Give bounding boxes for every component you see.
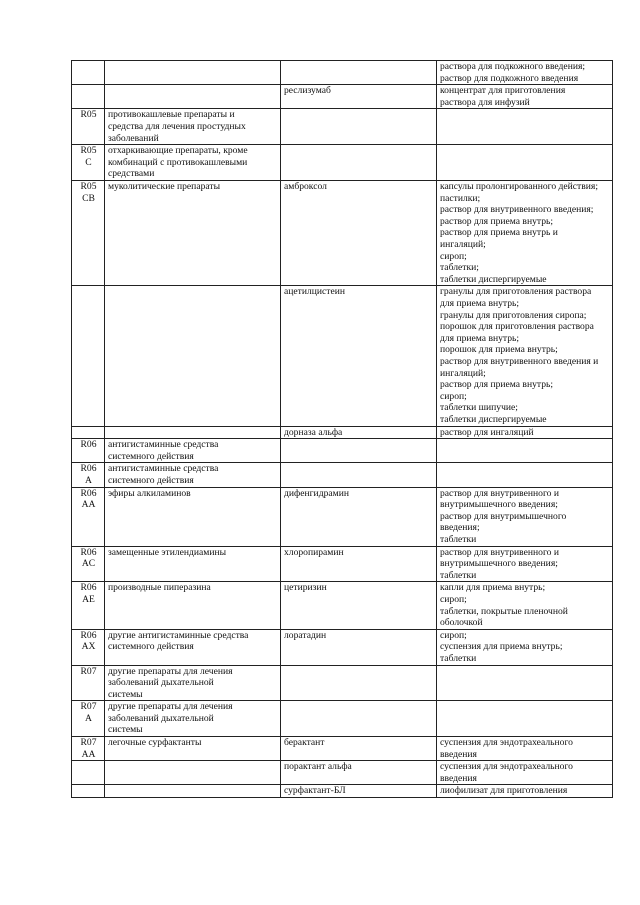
drug-name-cell	[281, 582, 437, 629]
dosage-forms-line: оболочкой	[440, 617, 483, 629]
atc-code-cell	[72, 665, 105, 701]
drug-name-cell	[281, 487, 437, 546]
table-row	[72, 665, 613, 701]
drug-name-line: ацетилцистеин	[284, 286, 346, 298]
dosage-forms-line: таблетки	[440, 569, 477, 581]
group-name-cell	[105, 61, 281, 85]
group-name-cell	[105, 629, 281, 665]
dosage-forms-line: концентрат для приготовления	[440, 85, 566, 97]
drug-name-line: хлоропирамин	[284, 546, 344, 558]
drug-name-cell	[281, 463, 437, 487]
atc-code-line: R05	[80, 145, 97, 157]
dosage-forms-cell	[437, 61, 613, 85]
group-name-cell	[105, 109, 281, 145]
atc-code-line: R05	[80, 180, 97, 192]
dosage-forms-line: раствор для приема внутрь;	[440, 379, 554, 391]
drug-name-cell	[281, 785, 437, 798]
dosage-forms-line: раствор для внутривенного и	[440, 487, 559, 499]
dosage-forms-cell	[437, 286, 613, 426]
table-row	[72, 761, 613, 785]
group-name-line: заболеваний дыхательной	[108, 712, 214, 724]
atc-code-line: R07	[80, 701, 97, 713]
dosage-forms-cell	[437, 701, 613, 737]
atc-code-line: R07	[80, 665, 97, 677]
group-name-cell	[105, 785, 281, 798]
atc-code-line: A	[85, 712, 92, 724]
group-name-cell	[105, 701, 281, 737]
atc-code-line: R06	[80, 463, 97, 475]
drug-name-cell	[281, 426, 437, 439]
atc-code-cell	[72, 61, 105, 85]
dosage-forms-cell	[437, 180, 613, 285]
group-name-line: другие препараты для лечения	[108, 701, 233, 713]
table-row	[72, 426, 613, 439]
atc-code-cell	[72, 286, 105, 426]
drug-name-cell	[281, 145, 437, 181]
dosage-forms-cell	[437, 439, 613, 463]
group-name-line: комбинаций с противокашлевыми	[108, 156, 248, 168]
group-name-cell	[105, 463, 281, 487]
table-row	[72, 701, 613, 737]
dosage-forms-cell	[437, 85, 613, 109]
atc-code-cell	[72, 463, 105, 487]
dosage-forms-line: раствор для внутривенного введения и	[440, 355, 599, 367]
dosage-forms-line: раствор для приема внутрь и	[440, 227, 558, 239]
atc-code-line: CB	[82, 192, 95, 204]
dosage-forms-line: ингаляций;	[440, 367, 486, 379]
atc-code-line: R07	[80, 737, 97, 749]
atc-code-cell	[72, 546, 105, 582]
drug-name-cell	[281, 546, 437, 582]
group-name-line: другие антигистаминные средства	[108, 629, 249, 641]
atc-code-cell	[72, 582, 105, 629]
dosage-forms-line: суспензия для приема внутрь;	[440, 641, 563, 653]
dosage-forms-cell	[437, 145, 613, 181]
group-name-cell	[105, 546, 281, 582]
dosage-forms-cell	[437, 785, 613, 798]
group-name-cell	[105, 737, 281, 761]
dosage-forms-line: таблетки	[440, 533, 477, 545]
dosage-forms-line: таблетки, покрытые пленочной	[440, 605, 568, 617]
table-row	[72, 785, 613, 798]
drug-name-line: дифенгидрамин	[284, 487, 349, 499]
dosage-forms-line: сироп;	[440, 390, 467, 402]
atc-code-line: R06	[80, 546, 97, 558]
dosage-forms-line: введения	[440, 748, 477, 760]
group-name-cell	[105, 145, 281, 181]
atc-code-line: AC	[81, 558, 96, 570]
drug-name-line: лоратадин	[284, 629, 327, 641]
atc-code-cell	[72, 629, 105, 665]
atc-code-line: R06	[80, 439, 97, 451]
group-name-line: противокашлевые препараты и	[108, 109, 235, 121]
group-name-line: заболеваний	[108, 132, 159, 144]
dosage-forms-line: капсулы пролонгированного действия;	[440, 180, 598, 192]
atc-code-cell	[72, 761, 105, 785]
table-row	[72, 463, 613, 487]
group-name-line: производные пиперазина	[108, 582, 211, 594]
table-body	[72, 61, 613, 798]
atc-code-line: R05	[80, 109, 97, 121]
dosage-forms-line: гранулы для приготовления сиропа;	[440, 309, 587, 321]
drug-name-line: дорназа альфа	[284, 426, 343, 438]
group-name-line: системного действия	[108, 450, 194, 462]
group-name-line: муколитические препараты	[108, 180, 221, 192]
dosage-forms-line: таблетки шипучие;	[440, 402, 518, 414]
dosage-forms-line: раствор для приема внутрь;	[440, 215, 554, 227]
dosage-forms-cell	[437, 546, 613, 582]
drug-name-line: амброксол	[284, 180, 327, 192]
dosage-forms-line: для приема внутрь;	[440, 332, 520, 344]
dosage-forms-line: таблетки	[440, 652, 477, 664]
drug-name-cell	[281, 701, 437, 737]
dosage-forms-line: таблетки;	[440, 262, 479, 274]
drug-name-line: порактант альфа	[284, 761, 352, 773]
group-name-cell	[105, 439, 281, 463]
group-name-cell	[105, 665, 281, 701]
dosage-forms-line: раствор для ингаляций	[440, 426, 534, 438]
group-name-cell	[105, 426, 281, 439]
group-name-line: легочные сурфактанты	[108, 737, 202, 749]
atc-code-cell	[72, 439, 105, 463]
drug-name-line: цетиризин	[284, 582, 327, 594]
drug-name-cell	[281, 85, 437, 109]
atc-code-line: AE	[82, 593, 95, 605]
group-name-line: средствами	[108, 168, 155, 180]
dosage-forms-line: лиофилизат для приготовления	[440, 785, 568, 797]
dosage-forms-cell	[437, 665, 613, 701]
atc-code-cell	[72, 701, 105, 737]
drug-table	[71, 60, 613, 798]
atc-code-cell	[72, 487, 105, 546]
table-row	[72, 109, 613, 145]
dosage-forms-line: гранулы для приготовления раствора	[440, 286, 592, 298]
drug-name-cell	[281, 629, 437, 665]
group-name-cell	[105, 761, 281, 785]
table-row	[72, 737, 613, 761]
dosage-forms-line: введения	[440, 772, 477, 784]
table-row	[72, 546, 613, 582]
table-row	[72, 180, 613, 285]
drug-name-line: берактант	[284, 737, 325, 749]
atc-code-cell	[72, 737, 105, 761]
dosage-forms-cell	[437, 629, 613, 665]
group-name-line: антигистаминные средства	[108, 463, 219, 475]
drug-name-cell	[281, 109, 437, 145]
dosage-forms-line: сироп;	[440, 593, 467, 605]
dosage-forms-line: таблетки диспергируемые	[440, 273, 547, 285]
dosage-forms-line: введения;	[440, 522, 480, 534]
group-name-cell	[105, 180, 281, 285]
atc-code-cell	[72, 426, 105, 439]
group-name-line: системного действия	[108, 474, 194, 486]
atc-code-line: AA	[81, 748, 96, 760]
group-name-line: системного действия	[108, 641, 194, 653]
drug-name-cell	[281, 439, 437, 463]
drug-name-cell	[281, 286, 437, 426]
atc-code-line: AX	[81, 641, 96, 653]
dosage-forms-cell	[437, 582, 613, 629]
dosage-forms-line: таблетки диспергируемые	[440, 413, 547, 425]
dosage-forms-line: раствор для внутривенного введения;	[440, 204, 594, 216]
group-name-line: средства для лечения простудных	[108, 120, 246, 132]
group-name-line: заболеваний дыхательной	[108, 677, 214, 689]
group-name-cell	[105, 487, 281, 546]
table-row	[72, 582, 613, 629]
drug-name-cell	[281, 737, 437, 761]
group-name-cell	[105, 85, 281, 109]
dosage-forms-line: порошок для приема внутрь;	[440, 344, 558, 356]
dosage-forms-line: ингаляций;	[440, 238, 486, 250]
table-row	[72, 145, 613, 181]
group-name-line: эфиры алкиламинов	[108, 487, 191, 499]
dosage-forms-cell	[437, 761, 613, 785]
atc-code-cell	[72, 145, 105, 181]
dosage-forms-cell	[437, 487, 613, 546]
table-row	[72, 629, 613, 665]
dosage-forms-cell	[437, 109, 613, 145]
dosage-forms-line: для приема внутрь;	[440, 297, 520, 309]
dosage-forms-cell	[437, 426, 613, 439]
dosage-forms-line: раствор для подкожного введения	[440, 72, 579, 84]
atc-code-line: AA	[81, 499, 96, 511]
drug-name-cell	[281, 665, 437, 701]
dosage-forms-line: раствора для подкожного введения;	[440, 61, 586, 72]
dosage-forms-cell	[437, 737, 613, 761]
atc-code-line: C	[85, 156, 92, 168]
atc-code-line: R06	[80, 487, 97, 499]
dosage-forms-line: сироп;	[440, 250, 467, 262]
atc-code-cell	[72, 785, 105, 798]
dosage-forms-line: капли для приема внутрь;	[440, 582, 546, 594]
dosage-forms-line: суспензия для эндотрахеального	[440, 737, 573, 749]
dosage-forms-line: раствора для инфузий	[440, 96, 530, 108]
dosage-forms-line: внутримышечного введения;	[440, 499, 558, 511]
dosage-forms-cell	[437, 463, 613, 487]
table-row	[72, 439, 613, 463]
drug-name-cell	[281, 761, 437, 785]
group-name-cell	[105, 582, 281, 629]
dosage-forms-line: внутримышечного введения;	[440, 558, 558, 570]
group-name-cell	[105, 286, 281, 426]
group-name-line: отхаркивающие препараты, кроме	[108, 145, 248, 157]
dosage-forms-line: суспензия для эндотрахеального	[440, 761, 573, 773]
atc-code-line: R06	[80, 629, 97, 641]
drug-name-line: сурфактант-БЛ	[284, 785, 346, 797]
group-name-line: системы	[108, 724, 143, 736]
drug-name-cell	[281, 180, 437, 285]
dosage-forms-line: раствор для внутривенного и	[440, 546, 559, 558]
group-name-line: замещенные этилендиамины	[108, 546, 227, 558]
group-name-line: другие препараты для лечения	[108, 665, 233, 677]
dosage-forms-line: пастилки;	[440, 192, 481, 204]
atc-code-cell	[72, 109, 105, 145]
atc-code-line: A	[85, 474, 92, 486]
table-row	[72, 487, 613, 546]
dosage-forms-line: раствор для внутримышечного	[440, 510, 567, 522]
group-name-line: системы	[108, 688, 143, 700]
drug-name-cell	[281, 61, 437, 85]
group-name-line: антигистаминные средства	[108, 439, 219, 451]
atc-code-cell	[72, 180, 105, 285]
atc-code-line: R06	[80, 582, 97, 594]
dosage-forms-line: сироп;	[440, 629, 467, 641]
drug-name-line: реслизумаб	[284, 85, 331, 97]
atc-code-cell	[72, 85, 105, 109]
dosage-forms-line: порошок для приготовления раствора	[440, 321, 594, 333]
table-row	[72, 286, 613, 426]
table-row	[72, 85, 613, 109]
table-row	[72, 61, 613, 85]
